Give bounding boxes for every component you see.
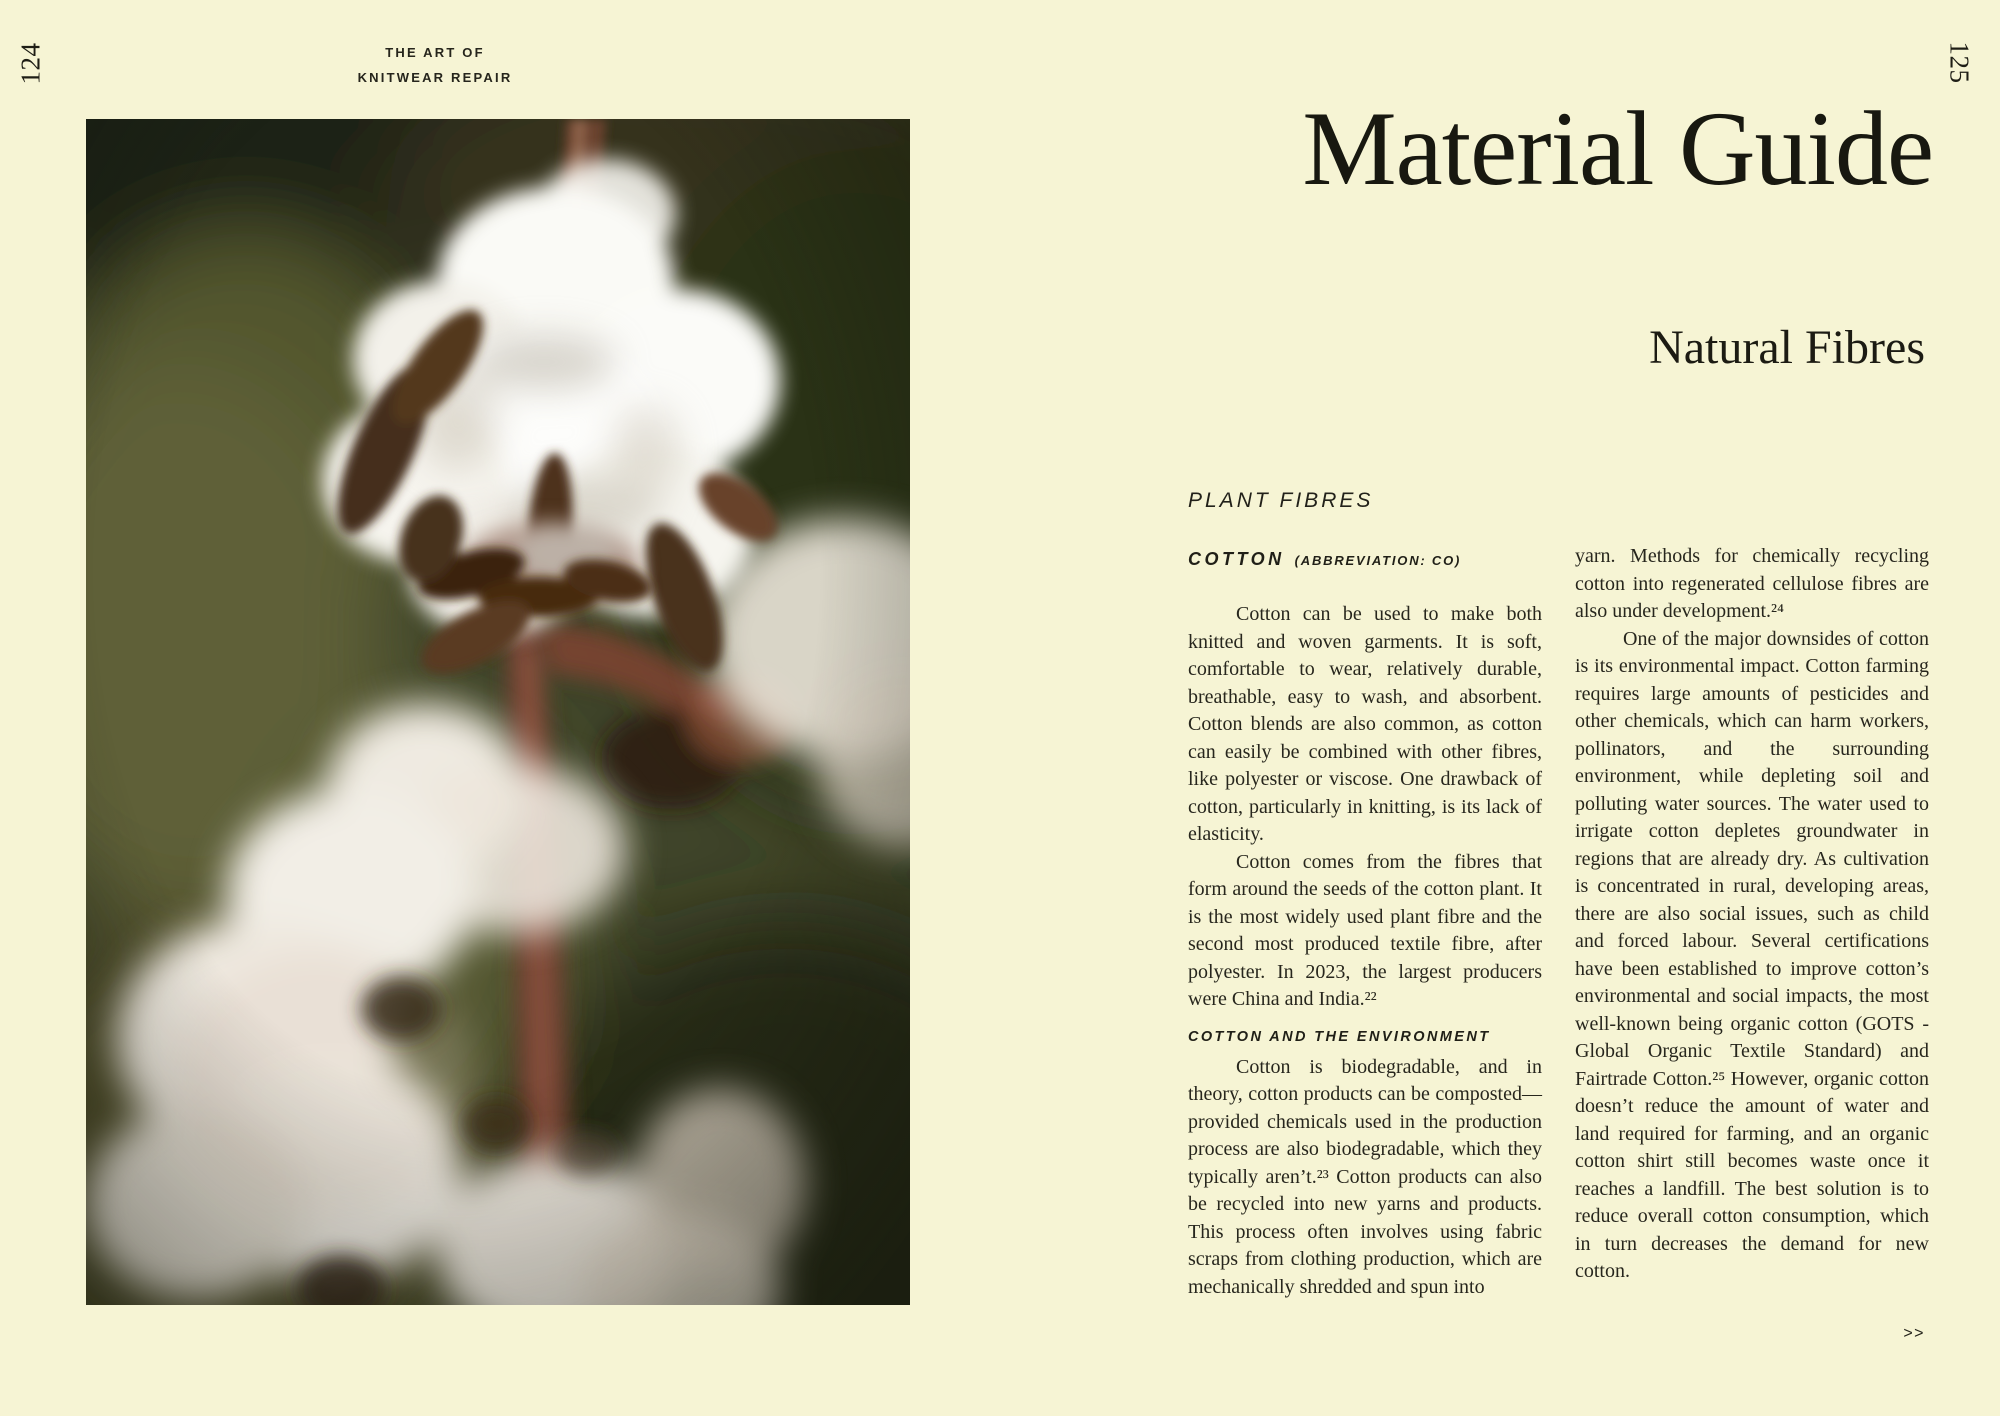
next-page-indicator: >> — [1903, 1325, 1925, 1342]
paragraph-recycling-continued: yarn. Methods for chemically recycling cotton into regenerated cellulose fibres are also under development.²⁴ — [1575, 545, 1929, 622]
cotton-plant-photo — [86, 119, 910, 1305]
text-column-2 — [1575, 543, 1929, 1286]
paragraph-cotton-origin: Cotton comes from the fibres that form around the seeds of the cotton plant. It is the most widely used plant fibre and the second most produced textile fibre, after polyester. In 2023, the largest producers were China and India.²² — [1188, 850, 1542, 1010]
page-number-right — [1936, 39, 1982, 85]
paragraph-cotton-intro: Cotton can be used to make both knitted and woven garments. It is soft, comfortable to wear, relatively durable, breathable, easy to wash, and absorbent. Cotton blends are also common, as cotton can easily be combined with other fibres, like polyester or viscose. One drawback of cotton, particularly in knitting, is its lack of elasticity. — [1188, 603, 1542, 845]
cotton-photo-illustration — [86, 119, 910, 1305]
page-number-right-text: 125 — [1944, 41, 1975, 83]
plant-fibres-kicker: PLANT FIBRES — [1188, 489, 1374, 512]
running-header-line1: THE ART OF — [385, 45, 485, 60]
paragraph-downsides: One of the major downsides of cotton is its environmental impact. Cotton farming requires large amounts of pesticides and other chemicals, which can harm workers, pollinators, and the surrounding environment, while depleting soil and polluting water sources. The water used to irrigate cotton depletes groundwater in regions that are already dry. As cultivation is concentrated in rural, developing areas, there are also social issues, such as child and forced labour. Several certifications have been established to improve cotton’s environmental and social impacts, the most well-known being organic cotton (GOTS - Global Organic Textile Standard) and Fairtrade Cotton.²⁵ However, organic cotton doesn’t reduce the amount of water and land required for farming, and an organic cotton shirt still becomes waste once it reaches a landfill. The best solution is to reduce overall cotton consumption, which in turn decreases the demand for new cotton. — [1575, 627, 1929, 1282]
paragraph-biodegradable: Cotton is biodegradable, and in theory, cotton products can be composted—provided chemicals used in the production process are also biodegradable, which they typically aren’t.²³ Cotton products can also be recycled into new yarns and products. This process often involves using fabric scraps from clothing production, which are mechanically shredded and spun into — [1188, 1055, 1542, 1298]
running-header — [260, 40, 610, 90]
entry-heading — [1188, 549, 1461, 570]
page-number-left — [8, 40, 54, 86]
subheading-cotton-environment: COTTON AND THE ENVIRONMENT — [1188, 1028, 1491, 1045]
entry-abbreviation: (ABBREVIATION: CO) — [1294, 553, 1462, 568]
entry-term: COTTON — [1188, 549, 1285, 569]
chapter-title: Material Guide — [1302, 90, 1933, 207]
page-number-left-text: 124 — [15, 42, 46, 84]
text-column-1 — [1188, 601, 1542, 1301]
running-header-line2: KNITWEAR REPAIR — [357, 70, 513, 85]
section-title: Natural Fibres — [1649, 321, 1925, 374]
